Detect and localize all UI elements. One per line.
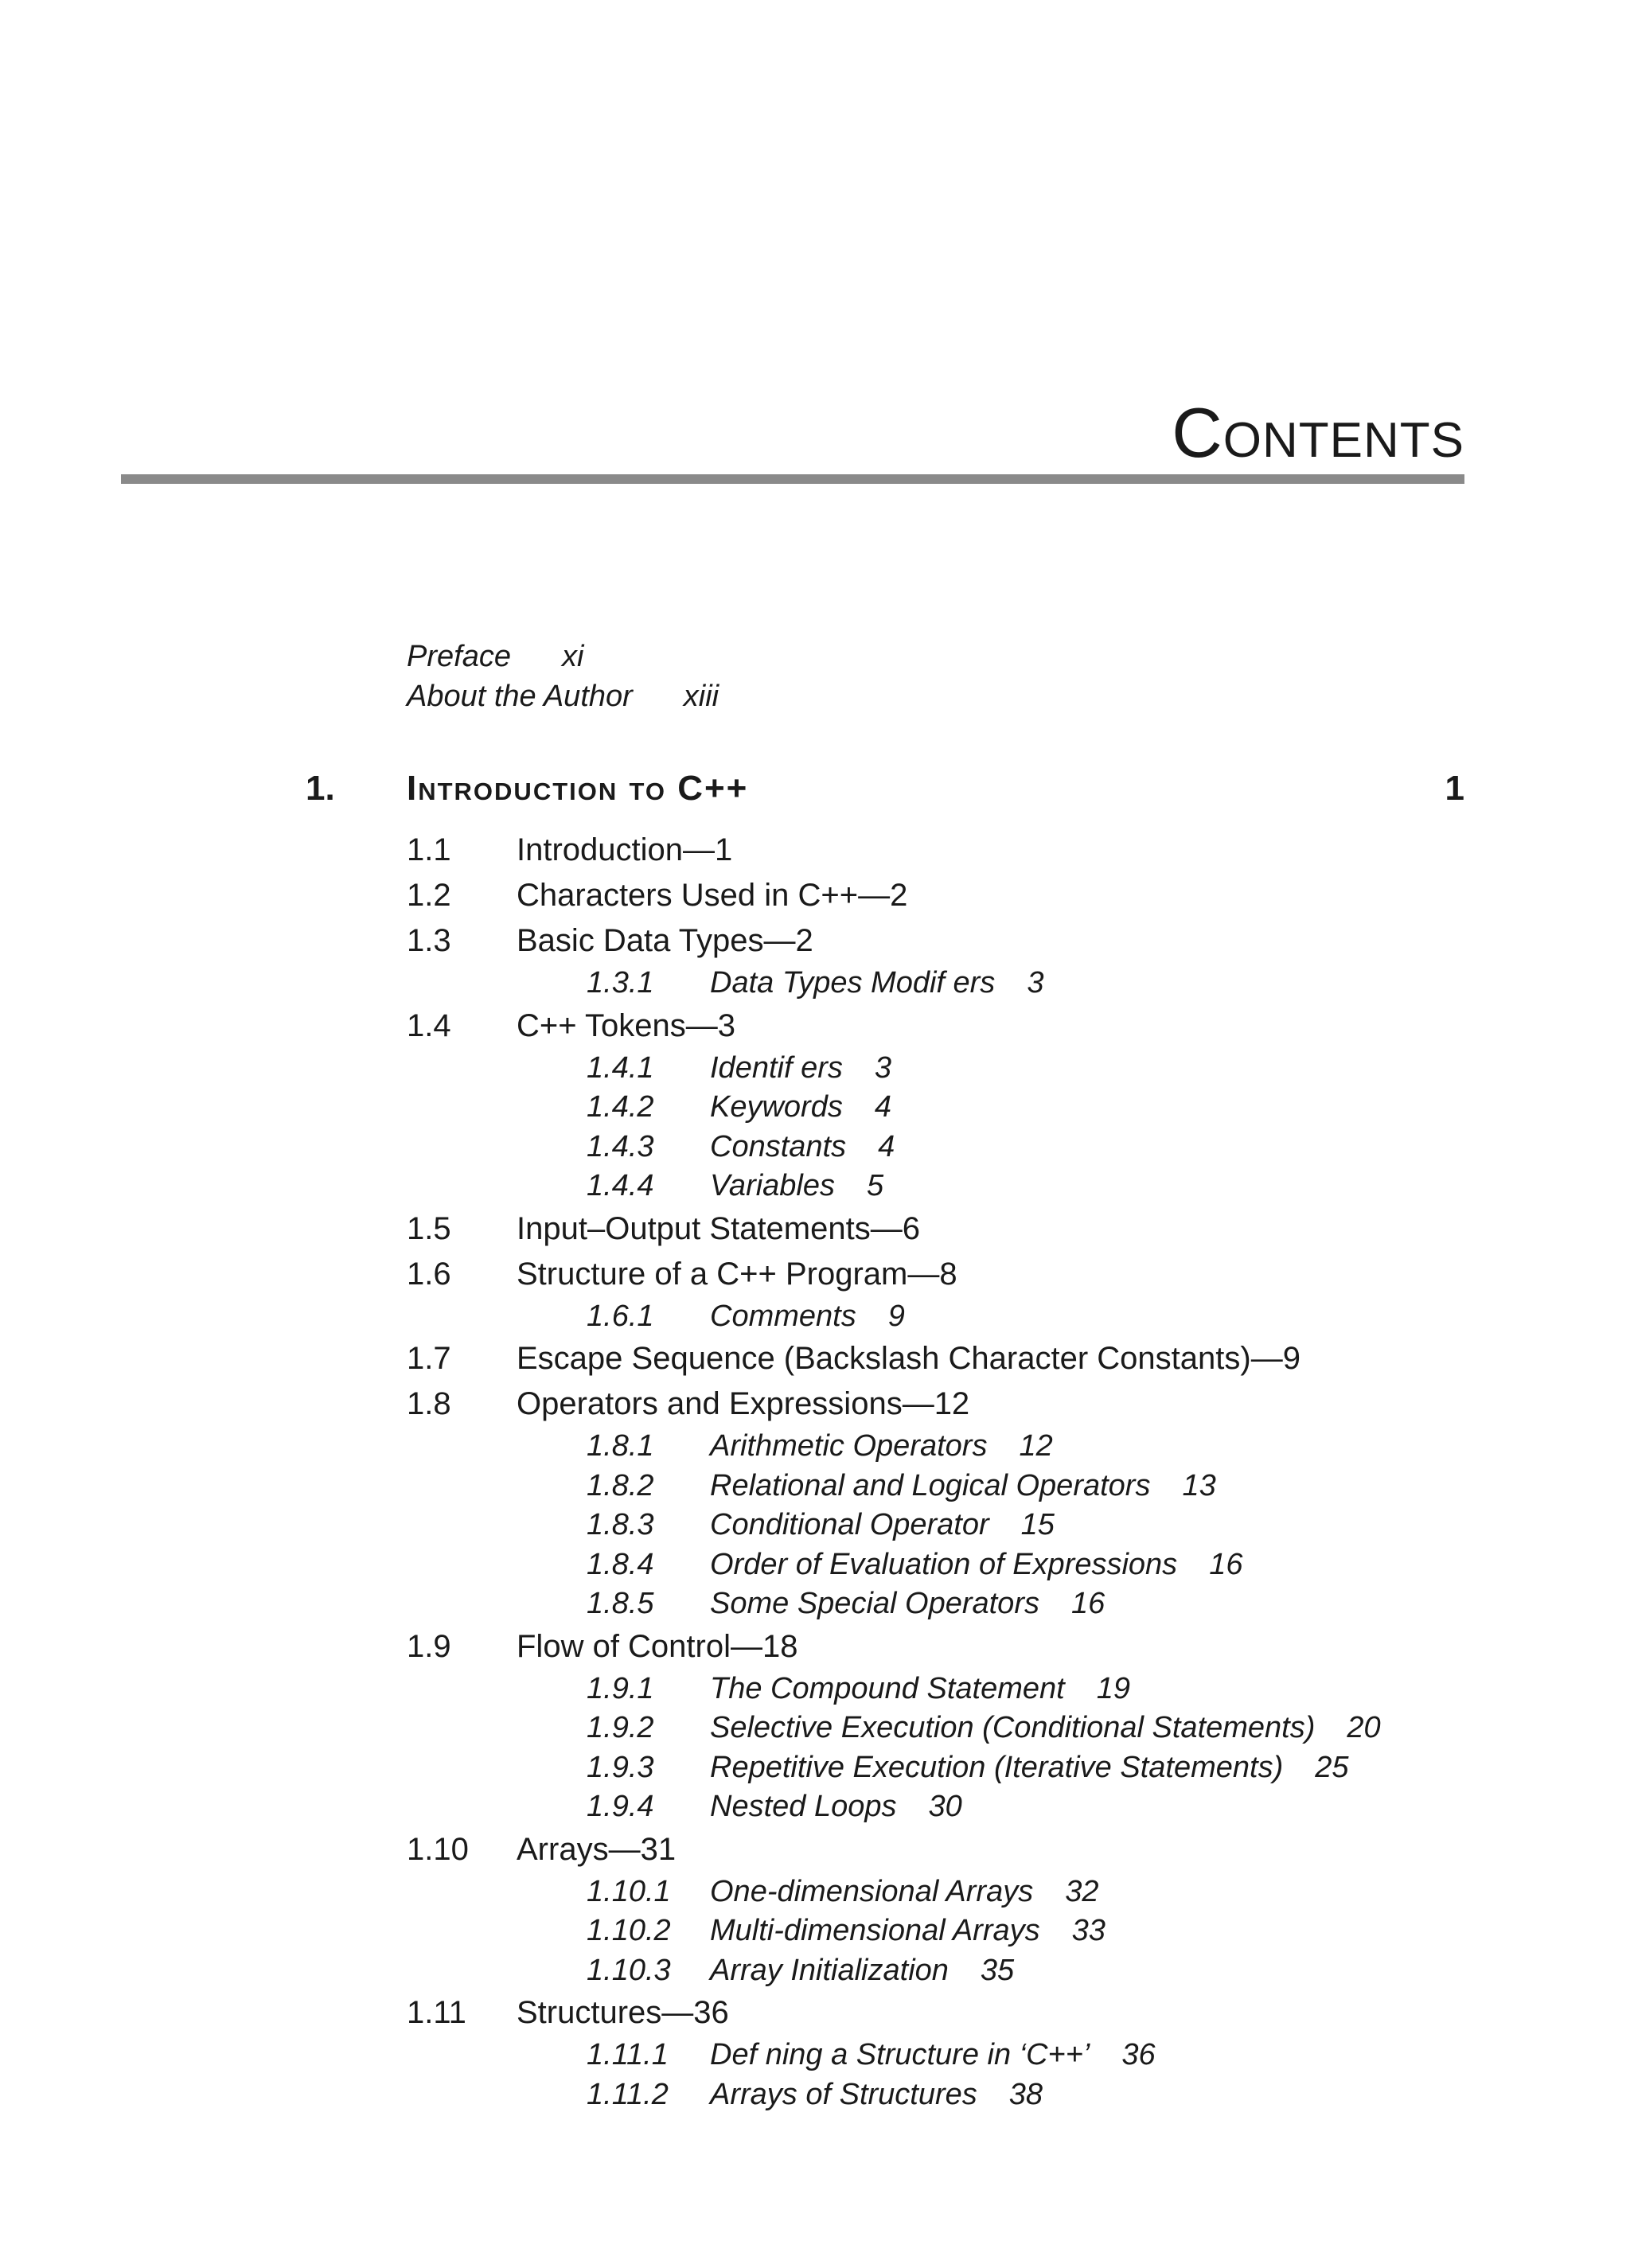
entry-number: 1.4.1 (587, 1050, 654, 1085)
entry-number: 1.9.4 (587, 1790, 654, 1824)
entry-title: Arithmetic Operators (710, 1429, 988, 1463)
entry-title: Array Initialization (710, 1953, 949, 1987)
entry-number: 1.10 (407, 1831, 469, 1867)
entry-page: 12 (1019, 1429, 1053, 1463)
entry-title: Preface (407, 639, 511, 673)
entry-number: 1.8.3 (587, 1508, 654, 1542)
toc-subsection[interactable] (0, 1951, 1630, 1991)
entry-title: Introduction—1 (517, 832, 733, 867)
entry-number: 1.4.3 (587, 1129, 654, 1163)
toc-section[interactable] (0, 1206, 1630, 1252)
entry-number: 1.10.1 (587, 1874, 671, 1908)
entry-page: 4 (878, 1129, 895, 1163)
page-title: Contents (1172, 393, 1464, 472)
entry-page: 32 (1065, 1874, 1099, 1908)
toc-section[interactable] (0, 1990, 1630, 2036)
entry-number: 1.4.2 (587, 1090, 654, 1124)
entry-title: Data Types Modif ers (710, 966, 996, 1000)
entry-page: 5 (867, 1169, 884, 1203)
toc-subsection[interactable] (0, 1297, 1630, 1337)
entry-number: 1.8.4 (587, 1547, 654, 1581)
entry-title: Characters Used in C++—2 (517, 878, 908, 913)
entry-title: Relational and Logical Operators (710, 1468, 1151, 1502)
entry-title: Variables (710, 1169, 836, 1203)
toc-entry-preface[interactable] (407, 637, 719, 676)
entry-number: 1.8 (407, 1386, 451, 1421)
toc-subsection[interactable] (0, 1128, 1630, 1167)
toc-section[interactable] (0, 828, 1630, 873)
chapter-title: Introduction to C++ (407, 769, 749, 808)
toc-subsection[interactable] (0, 1670, 1630, 1709)
toc-subsection[interactable] (0, 1911, 1630, 1951)
entry-number: 1.4 (407, 1007, 451, 1043)
entry-number: 1.3.1 (587, 966, 654, 1000)
entry-page: xiii (683, 679, 719, 713)
entry-title: Comments (710, 1299, 856, 1333)
entry-title: Operators and Expressions—12 (517, 1386, 970, 1421)
toc-section[interactable] (0, 1381, 1630, 1427)
entry-number: 1.7 (407, 1341, 451, 1376)
entry-title: The Compound Statement (710, 1671, 1065, 1705)
entry-title: Arrays—31 (517, 1831, 677, 1867)
entry-title: Repetitive Execution (Iterative Statements) (710, 1750, 1284, 1784)
entry-page: 13 (1182, 1468, 1216, 1502)
title-rule (121, 474, 1464, 484)
toc-section[interactable] (0, 873, 1630, 918)
entry-title: Input–Output Statements—6 (517, 1210, 920, 1246)
front-matter (407, 637, 719, 716)
entry-page: 3 (874, 1050, 892, 1085)
entry-number: 1.6 (407, 1256, 451, 1292)
toc-section[interactable] (0, 1336, 1630, 1381)
entry-title: Structures—36 (517, 1995, 729, 2030)
entry-page: 3 (1027, 966, 1044, 1000)
chapter-page: 1 (1445, 769, 1464, 808)
entry-number: 1.9 (407, 1628, 451, 1664)
entry-title: Constants (710, 1129, 847, 1163)
entry-title: Selective Execution (Conditional Statements) (710, 1711, 1316, 1745)
entry-number: 1.4.4 (587, 1169, 654, 1203)
entry-number: 1.3 (407, 923, 451, 958)
toc-subsection[interactable] (0, 1467, 1630, 1506)
entry-title: Order of Evaluation of Expressions (710, 1547, 1178, 1581)
entry-number: 1.11.1 (587, 2038, 669, 2072)
toc-subsection[interactable] (0, 2075, 1630, 2115)
entry-title: Multi-dimensional Arrays (710, 1914, 1040, 1948)
toc-section[interactable] (0, 918, 1630, 964)
toc-subsection[interactable] (0, 1427, 1630, 1467)
toc-subsection[interactable] (0, 2036, 1630, 2075)
entry-title: Structure of a C++ Program—8 (517, 1256, 957, 1292)
entry-page: 9 (887, 1299, 905, 1333)
entry-title: Arrays of Structures (710, 2077, 977, 2111)
entry-number: 1.11 (407, 1995, 466, 2030)
toc-subsection[interactable] (0, 1709, 1630, 1748)
toc-entries (0, 828, 1630, 2114)
toc-subsection[interactable] (0, 1049, 1630, 1089)
toc-subsection[interactable] (0, 1088, 1630, 1128)
entry-number: 1.5 (407, 1210, 451, 1246)
entry-number: 1.9.3 (587, 1750, 654, 1784)
toc-section[interactable] (0, 1003, 1630, 1049)
entry-title: Basic Data Types—2 (517, 923, 813, 958)
toc-section[interactable] (0, 1624, 1630, 1670)
entry-title: Keywords (710, 1090, 843, 1124)
entry-page: 4 (874, 1090, 891, 1124)
entry-number: 1.1 (407, 832, 451, 867)
entry-number: 1.8.1 (587, 1429, 654, 1463)
chapter-number: 1. (306, 769, 335, 808)
entry-number: 1.10.2 (587, 1914, 671, 1948)
entry-number: 1.8.5 (587, 1587, 654, 1621)
entry-title: Conditional Operator (710, 1508, 989, 1542)
entry-number: 1.2 (407, 878, 451, 913)
entry-title: One-dimensional Arrays (710, 1874, 1034, 1908)
entry-number: 1.9.1 (587, 1671, 654, 1705)
toc-subsection[interactable] (0, 964, 1630, 1003)
entry-page: 35 (980, 1953, 1015, 1987)
entry-title: Some Special Operators (710, 1587, 1039, 1621)
entry-title: Nested Loops (710, 1790, 897, 1824)
toc-subsection[interactable] (0, 1872, 1630, 1912)
entry-page: 30 (928, 1790, 962, 1824)
toc-subsection[interactable] (0, 1584, 1630, 1624)
entry-number: 1.10.3 (587, 1953, 671, 1987)
entry-page: 15 (1020, 1508, 1055, 1542)
entry-number: 1.6.1 (587, 1299, 654, 1333)
toc-subsection[interactable] (0, 1748, 1630, 1788)
entry-title: Flow of Control—18 (517, 1628, 798, 1664)
entry-number: 1.8.2 (587, 1468, 654, 1502)
entry-title: Escape Sequence (Backslash Character Constants)—9 (517, 1341, 1300, 1376)
entry-page: 19 (1096, 1671, 1130, 1705)
entry-title: C++ Tokens—3 (517, 1007, 735, 1043)
entry-page: 16 (1209, 1547, 1243, 1581)
toc-section[interactable] (0, 1252, 1630, 1297)
entry-page: 33 (1071, 1914, 1106, 1948)
toc-subsection[interactable] (0, 1167, 1630, 1206)
toc-section[interactable] (0, 1827, 1630, 1872)
toc-subsection[interactable] (0, 1787, 1630, 1827)
chapter-heading[interactable] (306, 761, 1464, 816)
toc-subsection[interactable] (0, 1545, 1630, 1585)
entry-page: 36 (1121, 2038, 1156, 2072)
entry-page: xi (561, 639, 584, 673)
entry-page: 38 (1008, 2077, 1043, 2111)
entry-number: 1.11.2 (587, 2077, 669, 2111)
toc-entry-about-the-author[interactable] (407, 676, 719, 716)
toc-subsection[interactable] (0, 1506, 1630, 1545)
entry-page: 25 (1315, 1750, 1349, 1784)
entry-title: Def ning a Structure in ‘C++’ (710, 2038, 1090, 2072)
entry-page: 20 (1347, 1711, 1381, 1745)
entry-number: 1.9.2 (587, 1711, 654, 1745)
entry-title: About the Author (407, 679, 633, 713)
entry-page: 16 (1070, 1587, 1106, 1621)
entry-title: Identif ers (710, 1050, 843, 1085)
